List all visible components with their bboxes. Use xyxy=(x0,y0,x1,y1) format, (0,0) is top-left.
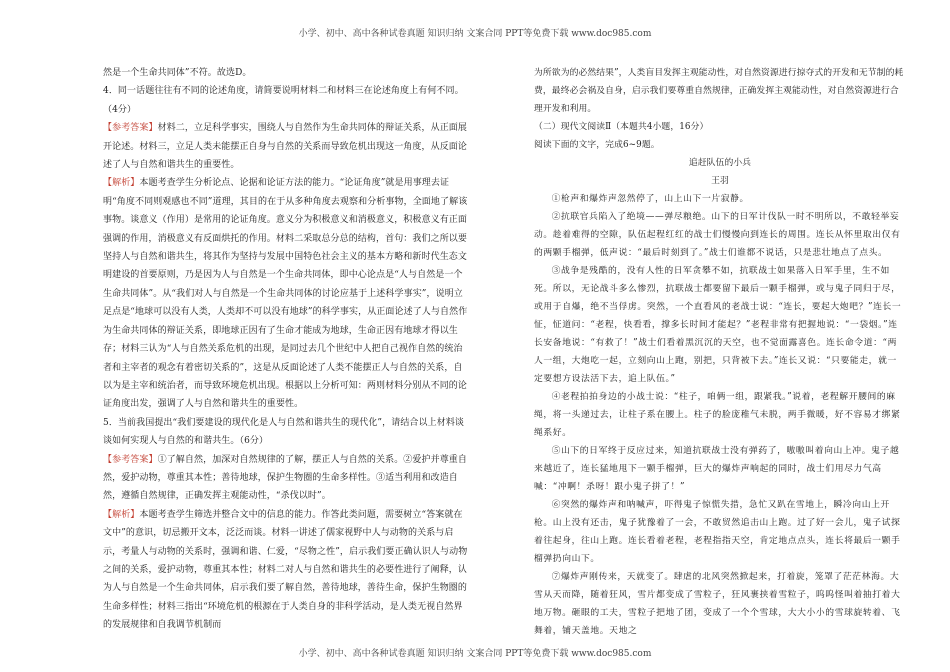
story-paragraph: ①枪声和爆炸声忽然停了，山上山下一片寂静。 xyxy=(551,194,749,204)
question-5: 5．当前我国提出“我们要建设的现代化是人与自然和谐共生的现代化”，请结合以上材料谈谈如何实现人与自然的和谐共生。（6分） xyxy=(103,417,465,447)
question-4: 4．同一话题往往有不同的论述角度，请简要说明材料二和材料三在论述角度上有何不同。（4分） xyxy=(103,86,464,115)
reading-instruction: 阅读下面的文字，完成6~9题。 xyxy=(534,140,660,150)
analysis-tag: 【解析】 xyxy=(103,509,140,520)
answer-4 xyxy=(103,119,470,174)
answer-5 xyxy=(103,451,470,506)
answer-tag: 【参考答案】 xyxy=(103,454,158,465)
story-paragraph: ②抗联官兵陷入了绝境——弹尽粮绝。山下的日军计伐队一时不明所以，不敢轻举妄动。趁着难得的空隙，队伍起程红红的战士们慢慢向到连长的周围。连长从怀里取出仅有的两颗手榴弹，低声说：“最后时刻到了。”战士们谁都不说话，只是悲壮地点了点头。 xyxy=(534,212,901,258)
analysis-4-text: 本题考查学生分析论点、论据和论证方法的能力。“论证角度”就是用事理去证明“角度不同则观感也不同”道理，其目的在于从多种角度去观察和分析事物，全面地了解该事物。谈意义（作用）是常用的论证角度。意义分为积极意义和消极意义，积极意义有正面强调的作用，消极意义有反面烘托的作用。材料二采取总分总的结构，首句：我们之所以要坚持人与自然和谐共生，将其作为坚持与发展中国特色社会主义的基本方略和新时代生态文明建设的首要原则，乃是因为人与自然是一个生命共同体，即中心论点是“人与自然是一个生命共同体”。从“我们对人与自然是一个生命共同体的讨论应基于上述科学事实”，说明立足点是“地球可以没有人类，人类却不可以没有地球”的科学事实，从正面论述了人与自然作为生命共同体的辩证关系，即地球正因有了生命才能成为地球，生命正因有地球才得以生存；材料三认为“人与自然关系危机的出现，是同过去几个世纪中人把自己视作自然的统治者和主宰者的观念有着密切关系的”，这是从反面论述了人类不能摆正人与自然的关系，自以为是主宰和统治者，而导致环境危机出现。根据以上分析可知：两则材料分别从不同的论证角度出发，强调了人与自然和谐共生的重要性。 xyxy=(103,178,468,410)
paragraph-continuation: 然是一个生命共同体”不符。故选D。 xyxy=(103,68,252,78)
story-paragraph: ③战争是残酷的，没有人性的日军贪攀不如，抗联战士如果落入日军手里，生不如死。所以，无论战斗多么惨烈，抗联战士都要留下最后一颗手榴弹，或与鬼子同归于尽，或用于自爆，绝不当俘虏。突然，一个直看风的老战士说：“连长，要起大炮吧？”连长一怔，怔道问：“老程，快看看，撑多长时间才能起？”老程非常有把握地说：“一袋烟。”连长安备地说：“有救了！”战士们看着黑沉沉的天空，也不觉面露喜色。连长命令道：“两人一组，大炮吃一起，立刻向山上跑，别把，只背被下去。”连长又说：“只要能走，就一定要想方设法活下去，追上队伍。” xyxy=(534,266,902,384)
analysis-5 xyxy=(103,506,470,635)
right-column xyxy=(534,64,906,640)
section-heading: （二）现代文阅读Ⅱ（本题共4小题，16分） xyxy=(534,122,709,132)
analysis-tag: 【解析】 xyxy=(103,178,140,189)
analysis-5-text: 本题考查学生筛选并整合文中的信息的能力。作答此类问题，需要树立“答案就在文中”的意识，切忌搬开文本，泛泛而谈。材料一讲述了儒家视野中人与动物的关系与启示，考量人与动物的关系时，强调和谐、仁爱，“尽物之性”，启示我们要正确认识人与动物之间的关系，爱护动物，尊重其本性；材料二对人与自然和谐共生的必要性进行了阐释，认为人与自然是一个生命共同体，启示我们要了解自然，善待地球，善待生命，保护生物圈的生命多样性；材料三指出“环境危机的根源在于人类自身的非科学活动，是人类无视自然界的发展规律和自我调节机制而 xyxy=(103,509,468,631)
page-footer: 小学、初中、高中各种试卷真题 知识归纳 文案合同 PPT等免费下载 www.doc985.com xyxy=(298,649,652,659)
story-paragraph: ⑦爆炸声刚传来，天就变了。肆虐的北风突然掀起来，打着旋，笼罩了茫茫林海。大雪从天而降，随着狂风，雪片都变成了雪粒子，狂风裹挟着雪粒子，呜呜怪叫着抽打着大地万物。砸眼的工夫，雪粒子把地了团，变成了一个个雪球，大大小小的雪球旋转着、飞舞着，铺天盖地。天地之 xyxy=(534,572,901,636)
answer-5-text: ①了解自然，加深对自然规律的了解，摆正人与自然的关系。②爱护并尊重自然，爱护动物，尊重其本性；善待地球，保护生物圈的生命多样性。③适当利用和改造自然，遵循自然规律，正确发挥主观能动性，“杀伐以时”。 xyxy=(103,454,468,502)
analysis-4 xyxy=(103,174,470,413)
story-paragraph: ⑥突然的爆炸声和呐喊声，吓得鬼子惊慌失措，急忙又趴在雪地上，瞬冷向山上开枪。山上没有还击，鬼子犹豫着了一会，不敢贸然追击山上跑。过了好一会儿，鬼子试探着往起身，往山上跑。连长看着老程，老程指指天空，肯定地点点头，连长将最后一颗手榴弹扔向山下。 xyxy=(534,500,901,564)
story-paragraph: ④老程拍拍身边的小战士说：“柱子，咱俩一组，跟紧我。”说着，老程解开腰间的麻绳，将一头递过去，让柱子系在腰上。柱子的脸庞稚气未脱，两手微暖，好不容易才绑紧绳系好。 xyxy=(534,392,901,438)
answer-4-text: 材料二，立足科学事实，围绕人与自然作为生命共同体的辩证关系，从正面展开论述。材料三，立足人类未能摆正自身与自然的关系而导致危机出现这一角度，从反面论述了人与自然和谐共生的重要性。 xyxy=(103,123,468,171)
story-paragraph: ⑤山下的日军终于反应过来，知道抗联战士没有弹药了，嗷嗷叫着向山上冲。鬼子越来越近了，连长猛地甩下一颗手榴弹，巨大的爆炸声响起的同时，战士们用尽力气高喊：“冲啊！杀呀！跟小鬼子拼了！” xyxy=(534,446,900,492)
story-title: 追赶队伍的小兵 xyxy=(688,158,752,168)
answer-tag: 【参考答案】 xyxy=(103,123,158,134)
paragraph-continuation: 为所欲为的必然结果”，人类盲目发挥主观能动性，对自然资源进行掠夺式的开发和无节制的耗费，最终必会祸及自身，启示我们要尊重自然规律，正确发挥主观能动性，对自然资源进行合理开发和利用。 xyxy=(534,68,904,114)
story-author: 王羽 xyxy=(711,176,729,186)
left-column xyxy=(103,64,470,635)
page-header: 小学、初中、高中各种试卷真题 知识归纳 文案合同 PPT等免费下载 www.doc985.com xyxy=(298,29,652,39)
